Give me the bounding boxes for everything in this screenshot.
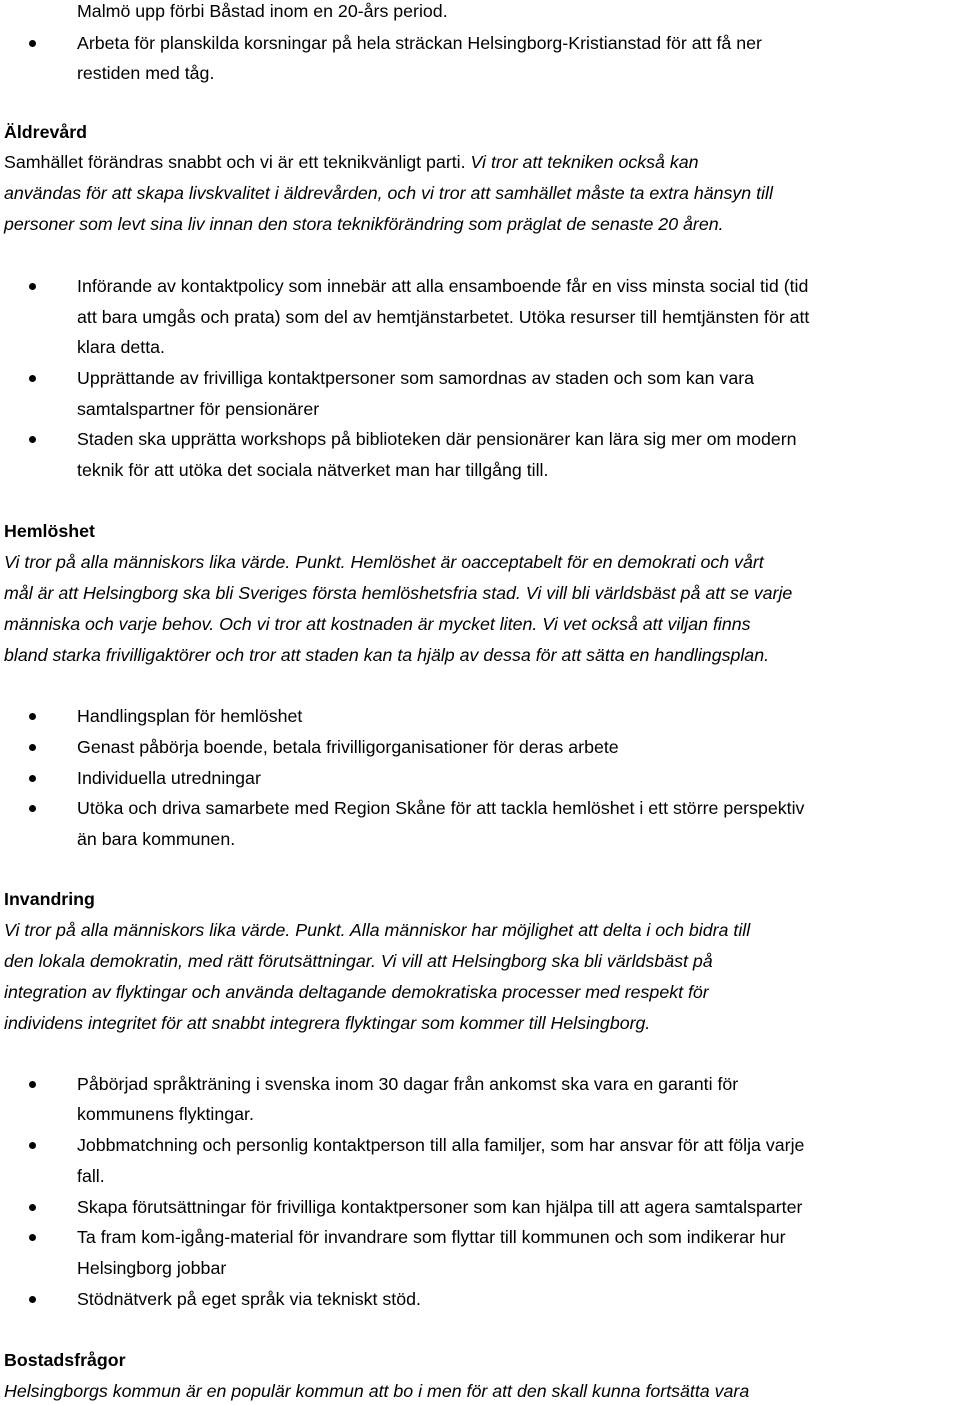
text-line: människa och varje behov. Och vi tror att kostnaden är mycket liten. Vi vet också att viljan finns: [4, 614, 751, 634]
list-item: Staden ska upprätta workshops på biblioteken där pensionärer kan lära sig mer om modern: [77, 429, 797, 449]
list-item: Handlingsplan för hemlöshet: [77, 706, 303, 726]
bullet-icon: [29, 775, 36, 782]
list-item: Individuella utredningar: [77, 768, 261, 788]
list-item: Genast påbörja boende, betala frivilligorganisationer för deras arbete: [77, 737, 619, 757]
text-line: Helsingborgs kommun är en populär kommun att bo i men för att den skall kunna fortsätta vara: [4, 1381, 750, 1401]
text-line: restiden med tåg.: [77, 63, 215, 83]
text-line: den lokala demokratin, med rätt förutsättningar. Vi vill att Helsingborg ska bli världsbäst på: [4, 951, 713, 971]
text-line: användas för att skapa livskvalitet i äldrevården, och vi tror att samhället måste ta extra hänsyn till: [4, 183, 773, 203]
text-line: samtalspartner för pensionärer: [77, 399, 320, 419]
list-item: Jobbmatchning och personlig kontaktperson till alla familjer, som har ansvar för att följa varje: [77, 1135, 805, 1155]
list-item: Stödnätverk på eget språk via tekniskt stöd.: [77, 1289, 421, 1309]
heading-invandring: Invandring: [4, 889, 95, 909]
bullet-icon: [29, 1081, 36, 1088]
list-item: Arbeta för planskilda korsningar på hela sträckan Helsingborg-Kristianstad för att få ner: [77, 33, 762, 53]
text-line: Vi tror på alla människors lika värde. Punkt. Alla människor har möjlighet att delta i och bidra till: [4, 920, 751, 940]
text-line: personer som levt sina liv innan den stora teknikförändring som präglat de senaste 20 åren.: [4, 214, 724, 234]
bullet-icon: [29, 805, 36, 812]
text-line: Malmö upp förbi Båstad inom en 20-års period.: [77, 1, 448, 21]
bullet-icon: [29, 40, 36, 47]
bullet-icon: [29, 744, 36, 751]
text-line: mål är att Helsingborg ska bli Sveriges första hemlöshetsfria stad. Vi vill bli världsbäst på att se varje: [4, 583, 793, 603]
text-line: individens integritet för att snabbt integrera flyktingar som kommer till Helsingborg.: [4, 1013, 651, 1033]
bullet-icon: [29, 375, 36, 382]
text-line: Samhället förändras snabbt och vi är ett teknikvänligt parti. Vi tror att tekniken också kan: [4, 152, 699, 172]
text-line: än bara kommunen.: [77, 829, 236, 849]
list-item: Skapa förutsättningar för frivilliga kontaktpersoner som kan hjälpa till att agera samtalsparter: [77, 1197, 803, 1217]
bullet-icon: [29, 1142, 36, 1149]
heading-hemloshet: Hemlöshet: [4, 521, 95, 541]
list-item: Påbörjad språkträning i svenska inom 30 dagar från ankomst ska vara en garanti för: [77, 1074, 739, 1094]
text-line: teknik för att utöka det sociala nätverket man har tillgång till.: [77, 460, 549, 480]
bullet-icon: [29, 713, 36, 720]
text-line: integration av flyktingar och använda deltagande demokratiska processer med respekt för: [4, 982, 709, 1002]
bullet-icon: [29, 1234, 36, 1241]
list-item: Införande av kontaktpolicy som innebär att alla ensamboende får en viss minsta social tid (tid: [77, 276, 809, 296]
bullet-icon: [29, 283, 36, 290]
list-item: Utöka och driva samarbete med Region Skåne för att tackla hemlöshet i ett större perspektiv: [77, 798, 805, 818]
text-line: Vi tror på alla människors lika värde. Punkt. Hemlöshet är oacceptabelt för en demokrati och vårt: [4, 552, 764, 572]
text-line: bland starka frivilligaktörer och tror att staden kan ta hjälp av dessa för att sätta en handlingsplan.: [4, 645, 770, 665]
text-line: att bara umgås och prata) som del av hemtjänstarbetet. Utöka resurser till hemtjänsten för att: [77, 307, 810, 327]
text-line: klara detta.: [77, 337, 165, 357]
bullet-icon: [29, 436, 36, 443]
text-line: kommunens flyktingar.: [77, 1104, 254, 1124]
list-item: Ta fram kom-igång-material för invandrare som flyttar till kommunen och som indikerar hur: [77, 1227, 786, 1247]
list-item: Upprättande av frivilliga kontaktpersoner som samordnas av staden och som kan vara: [77, 368, 755, 388]
text-line: fall.: [77, 1166, 105, 1186]
text-line: Helsingborg jobbar: [77, 1258, 227, 1278]
bullet-icon: [29, 1204, 36, 1211]
heading-bostadsfragor: Bostadsfrågor: [4, 1350, 126, 1370]
heading-aldrevard: Äldrevård: [4, 122, 88, 142]
bullet-icon: [29, 1296, 36, 1303]
